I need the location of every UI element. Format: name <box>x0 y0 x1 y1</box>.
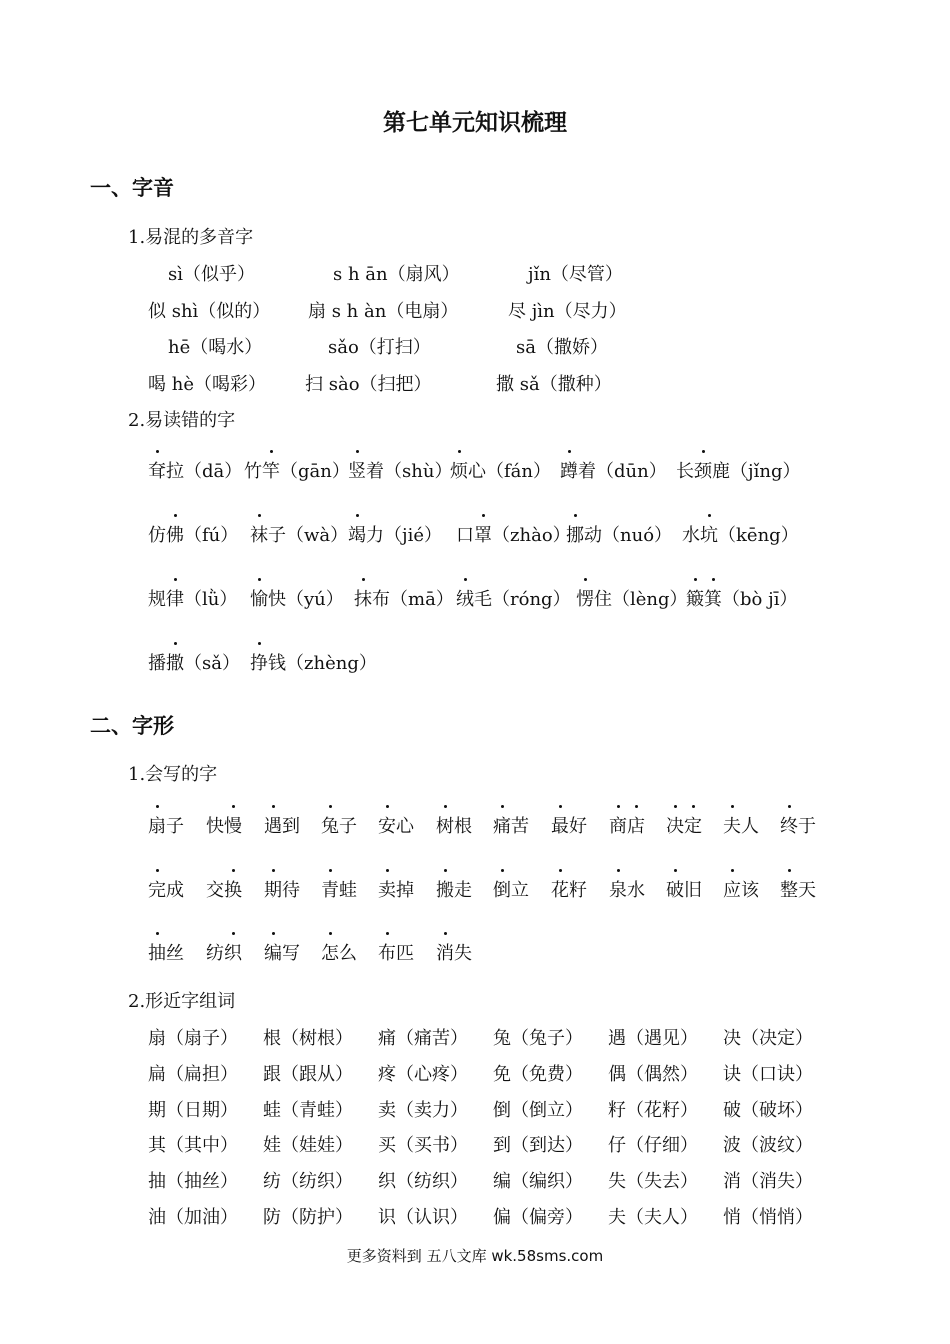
polyphonic-cell: 扫 sào（扫把） <box>305 374 432 395</box>
writing-word-cell: 破旧 <box>666 876 702 902</box>
page-title: 第七单元知识梳理 <box>383 110 567 136</box>
misread-cell: 口罩（zhào） <box>456 521 571 547</box>
writing-word-cell: 兔子 <box>321 812 357 838</box>
writing-word-cell: 消失 <box>436 939 472 965</box>
similar-char-cell: 纺（纺织） <box>263 1171 353 1192</box>
section-heading-form: 二、字形 <box>90 714 174 738</box>
subheading-similar: 2.形近字组词 <box>128 991 236 1012</box>
writing-word-cell: 树根 <box>436 812 472 838</box>
similar-char-cell: 扇（扇子） <box>148 1028 238 1049</box>
polyphonic-cell: sā（撒娇） <box>516 337 608 358</box>
writing-word-cell: 抽丝 <box>148 939 184 965</box>
polyphonic-cell: 撒 sǎ（撒种） <box>496 374 612 395</box>
writing-word-cell: 遇到 <box>264 812 300 838</box>
writing-word-cell: 安心 <box>378 812 414 838</box>
similar-char-cell: 遇（遇见） <box>608 1028 698 1049</box>
misread-cell: 绒毛（róng） <box>456 585 571 611</box>
misread-cell: 竹竿（gān） <box>244 457 350 483</box>
similar-char-cell: 卖（卖力） <box>378 1100 468 1121</box>
similar-char-cell: 籽（花籽） <box>608 1100 698 1121</box>
similar-char-cell: 识（认识） <box>378 1207 468 1228</box>
misread-cell: 愣住（lèng） <box>576 585 688 611</box>
similar-char-cell: 偶（偶然） <box>608 1064 698 1085</box>
writing-word-cell: 倒立 <box>493 876 529 902</box>
writing-word-cell: 搬走 <box>436 876 472 902</box>
misread-cell: 耷拉（dā） <box>148 457 242 483</box>
similar-char-cell: 到（到达） <box>493 1135 583 1156</box>
polyphonic-cell: sì（似乎） <box>168 264 255 285</box>
polyphonic-cell: s h ān（扇风） <box>333 264 460 285</box>
similar-char-cell: 失（失去） <box>608 1171 698 1192</box>
similar-char-cell: 悄（悄悄） <box>723 1207 813 1228</box>
similar-char-cell: 破（破坏） <box>723 1100 813 1121</box>
similar-char-cell: 决（决定） <box>723 1028 813 1049</box>
polyphonic-cell: 喝 hè（喝彩） <box>148 374 266 395</box>
writing-word-cell: 痛苦 <box>493 812 529 838</box>
misread-cell: 愉快（yú） <box>250 585 344 611</box>
section-heading-pronunciation: 一、字音 <box>90 176 174 200</box>
similar-char-cell: 油（加油） <box>148 1207 238 1228</box>
misread-cell: 竭力（jié） <box>348 521 442 547</box>
writing-word-cell: 应该 <box>723 876 759 902</box>
misread-cell: 蹲着（dūn） <box>560 457 667 483</box>
misread-cell: 挣钱（zhèng） <box>250 649 377 675</box>
similar-char-cell: 仔（仔细） <box>608 1135 698 1156</box>
similar-char-cell: 跟（跟从） <box>263 1064 353 1085</box>
misread-cell: 挪动（nuó） <box>566 521 672 547</box>
subheading-misread: 2.易读错的字 <box>128 410 236 431</box>
writing-word-cell: 完成 <box>148 876 184 902</box>
writing-word-cell: 交换 <box>206 876 242 902</box>
misread-cell: 规律（lǜ） <box>148 585 237 611</box>
writing-word-cell: 商店 <box>609 812 645 838</box>
similar-char-cell: 蛙（青蛙） <box>263 1100 353 1121</box>
writing-word-cell: 泉水 <box>609 876 645 902</box>
similar-char-cell: 诀（口诀） <box>723 1064 813 1085</box>
similar-char-cell: 编（编织） <box>493 1171 583 1192</box>
misread-cell: 簸箕（bò jī） <box>686 585 797 611</box>
similar-char-cell: 扁（扁担） <box>148 1064 238 1085</box>
misread-cell: 抹布（mā） <box>354 585 454 611</box>
writing-word-cell: 决定 <box>666 812 702 838</box>
writing-word-cell: 夫人 <box>723 812 759 838</box>
similar-char-cell: 夫（夫人） <box>608 1207 698 1228</box>
similar-char-cell: 期（日期） <box>148 1100 238 1121</box>
similar-char-cell: 兔（兔子） <box>493 1028 583 1049</box>
similar-char-cell: 消（消失） <box>723 1171 813 1192</box>
similar-char-cell: 痛（痛苦） <box>378 1028 468 1049</box>
polyphonic-cell: 似 shì（似的） <box>148 301 271 322</box>
subheading-polyphonic: 1.易混的多音字 <box>128 227 254 248</box>
writing-word-cell: 布匹 <box>378 939 414 965</box>
writing-word-cell: 怎么 <box>321 939 357 965</box>
similar-char-cell: 根（树根） <box>263 1028 353 1049</box>
misread-cell: 仿佛（fú） <box>148 521 238 547</box>
misread-cell: 袜子（wà） <box>250 521 348 547</box>
writing-word-cell: 终于 <box>780 812 816 838</box>
polyphonic-cell: 尽 jìn（尽力） <box>508 301 627 322</box>
subheading-writing: 1.会写的字 <box>128 764 218 785</box>
similar-char-cell: 其（其中） <box>148 1135 238 1156</box>
similar-char-cell: 免（免费） <box>493 1064 583 1085</box>
misread-cell: 长颈鹿（jǐng） <box>676 457 800 483</box>
polyphonic-cell: 扇 s h àn（电扇） <box>308 301 459 322</box>
polyphonic-cell: sǎo（打扫） <box>328 337 431 358</box>
writing-word-cell: 纺织 <box>206 939 242 965</box>
misread-cell: 竖着（shù） <box>348 457 452 483</box>
misread-cell: 水坑（kēng） <box>682 521 799 547</box>
writing-word-cell: 整天 <box>780 876 816 902</box>
similar-char-cell: 防（防护） <box>263 1207 353 1228</box>
polyphonic-cell: hē（喝水） <box>168 337 263 358</box>
writing-word-cell: 花籽 <box>551 876 587 902</box>
similar-char-cell: 娃（娃娃） <box>263 1135 353 1156</box>
writing-word-cell: 卖掉 <box>378 876 414 902</box>
similar-char-cell: 疼（心疼） <box>378 1064 468 1085</box>
writing-word-cell: 最好 <box>551 812 587 838</box>
similar-char-cell: 买（买书） <box>378 1135 468 1156</box>
misread-cell: 烦心（fán） <box>450 457 551 483</box>
similar-char-cell: 织（纺织） <box>378 1171 468 1192</box>
writing-word-cell: 扇子 <box>148 812 184 838</box>
similar-char-cell: 抽（抽丝） <box>148 1171 238 1192</box>
writing-word-cell: 期待 <box>264 876 300 902</box>
similar-char-cell: 波（波纹） <box>723 1135 813 1156</box>
writing-word-cell: 青蛙 <box>321 876 357 902</box>
similar-char-cell: 偏（偏旁） <box>493 1207 583 1228</box>
similar-char-cell: 倒（倒立） <box>493 1100 583 1121</box>
footer-text: 更多资料到 五八文库 wk.58sms.com <box>346 1247 604 1265</box>
misread-cell: 播撒（sǎ） <box>148 649 240 675</box>
writing-word-cell: 编写 <box>264 939 300 965</box>
writing-word-cell: 快慢 <box>206 812 242 838</box>
polyphonic-cell: jǐn（尽管） <box>528 264 623 285</box>
